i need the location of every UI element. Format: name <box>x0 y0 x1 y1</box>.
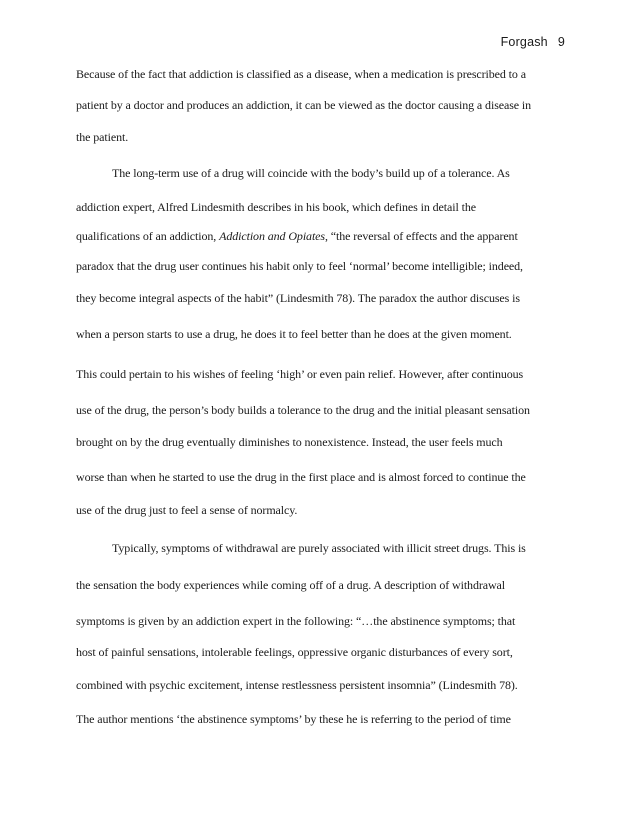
text-line: Because of the fact that addiction is classified as a disease, when a medication is prescribed to a <box>76 67 526 81</box>
header-page-number: 9 <box>557 35 565 49</box>
text-line: use of the drug, the person’s body builds a tolerance to the drug and the initial pleasant sensation <box>76 403 530 417</box>
text-line: symptoms is given by an addiction expert in the following: “…the abstinence symptoms; that <box>76 614 516 628</box>
text-line: the patient. <box>76 130 129 144</box>
running-header <box>501 35 565 49</box>
text-line: worse than when he started to use the drug in the first place and is almost forced to continue the <box>76 470 526 484</box>
text-line: paradox that the drug user continues his habit only to feel ‘normal’ become intelligible; indeed, <box>76 259 523 273</box>
text-line: host of painful sensations, intolerable feelings, oppressive organic disturbances of every sort, <box>76 645 513 659</box>
text-line: they become integral aspects of the habit” (Lindesmith 78). The paradox the author discuses is <box>76 291 520 305</box>
text-line: combined with psychic excitement, intense restlessness persistent insomnia” (Lindesmith 78). <box>76 678 518 692</box>
text-line: This could pertain to his wishes of feeling ‘high’ or even pain relief. However, after continuous <box>76 367 524 381</box>
book-title: Addiction and Opiates <box>219 229 325 243</box>
text-line-with-book-title <box>76 229 518 244</box>
paragraph-start-line: Typically, symptoms of withdrawal are purely associated with illicit street drugs. This is <box>112 541 526 555</box>
text-line: when a person starts to use a drug, he does it to feel better than he does at the given moment. <box>76 327 512 341</box>
text-line: patient by a doctor and produces an addiction, it can be viewed as the doctor causing a disease in <box>76 98 532 112</box>
text-line: brought on by the drug eventually diminishes to nonexistence. Instead, the user feels much <box>76 435 503 449</box>
text-segment: , “the reversal of effects and the apparent <box>324 229 518 243</box>
text-segment: qualifications of an addiction, <box>76 229 220 243</box>
text-line: the sensation the body experiences while coming off of a drug. A description of withdrawal <box>76 578 506 592</box>
text-line: use of the drug just to feel a sense of normalcy. <box>76 503 298 517</box>
header-author: Forgash <box>500 35 548 49</box>
text-line: The author mentions ‘the abstinence symptoms’ by these he is referring to the period of time <box>76 712 511 726</box>
paragraph-start-line: The long-term use of a drug will coincide with the body’s build up of a tolerance. As <box>112 166 510 180</box>
text-line: addiction expert, Alfred Lindesmith describes in his book, which defines in detail the <box>76 200 476 214</box>
